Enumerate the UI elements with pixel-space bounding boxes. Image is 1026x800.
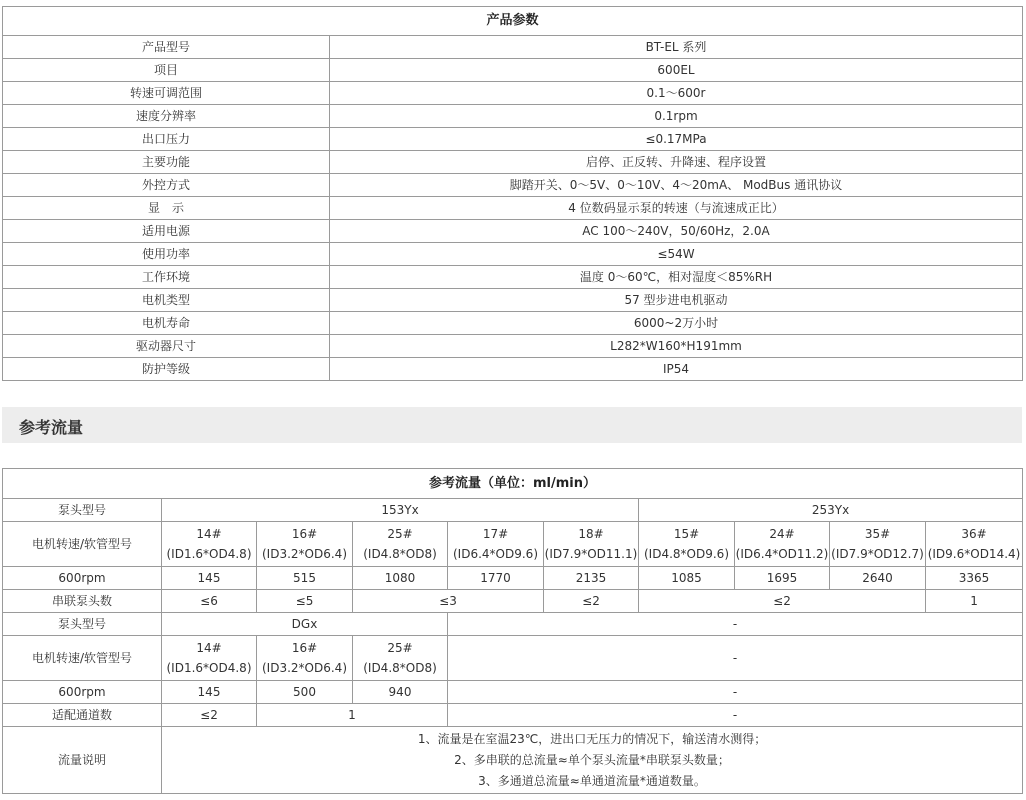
section-heading-bar <box>2 407 1022 443</box>
param-label: 转速可调范围 <box>3 82 330 105</box>
param-row <box>3 312 1023 335</box>
tube-spec: (ID9.6*OD14.4) <box>927 547 1021 561</box>
serial-heads-row <box>3 590 1023 613</box>
pump-model-row-dgx <box>3 613 1023 636</box>
param-value: 脚踏开关、0～5V、0～10V、4～20mA、 ModBus 通讯协议 <box>330 174 1023 197</box>
param-value: 4 位数码显示泵的转速（与流速成正比） <box>330 197 1023 220</box>
param-label: 适用电源 <box>3 220 330 243</box>
tube-spec: (ID3.2*OD6.4) <box>262 547 347 561</box>
tube-number: 36# <box>961 527 987 541</box>
tube-cell <box>353 522 448 567</box>
param-label: 防护等级 <box>3 358 330 381</box>
tube-cell <box>162 636 257 681</box>
param-row <box>3 358 1023 381</box>
flow-value: 145 <box>162 567 257 590</box>
tube-spec: (ID3.2*OD6.4) <box>262 661 347 675</box>
tube-spec: (ID1.6*OD4.8) <box>166 547 252 561</box>
param-row <box>3 266 1023 289</box>
notes-row <box>3 727 1023 794</box>
param-value: 启停、正反转、升降速、程序设置 <box>330 151 1023 174</box>
param-label: 产品型号 <box>3 36 330 59</box>
tube-spec: (ID7.9*OD12.7) <box>831 547 924 561</box>
empty-dash: - <box>448 681 1023 704</box>
notes-cell <box>162 727 1023 794</box>
tube-cell <box>735 522 830 567</box>
serial-heads-label: 串联泵头数 <box>3 590 162 613</box>
flow-title: 参考流量（单位：ml/min） <box>3 469 1023 499</box>
channels-row <box>3 704 1023 727</box>
note-line: 2、多串联的总流量≈单个泵头流量*串联泵头数量； <box>454 752 730 767</box>
flow-value: 1770 <box>448 567 544 590</box>
param-label: 主要功能 <box>3 151 330 174</box>
tube-spec: (ID4.8*OD9.6) <box>644 547 729 561</box>
param-row <box>3 105 1023 128</box>
flow-values-row-dgx <box>3 681 1023 704</box>
pump-group-253yx: 253Yx <box>639 499 1023 522</box>
flow-value: 500 <box>257 681 353 704</box>
tube-cell <box>257 636 353 681</box>
serial-value: ≤5 <box>257 590 353 613</box>
flow-value: 1085 <box>639 567 735 590</box>
rpm-label: 600rpm <box>3 681 162 704</box>
param-value: AC 100～240V，50/60Hz，2.0A <box>330 220 1023 243</box>
tube-model-row <box>3 522 1023 567</box>
param-row <box>3 59 1023 82</box>
tube-cell <box>162 522 257 567</box>
tube-spec: (ID7.9*OD11.1) <box>544 547 638 561</box>
tube-spec: (ID1.6*OD4.8) <box>166 661 252 675</box>
pump-model-label: 泵头型号 <box>3 613 162 636</box>
section-heading: 参考流量 <box>19 418 84 437</box>
tube-number: 14# <box>196 527 222 541</box>
tube-number: 35# <box>864 527 891 541</box>
param-row <box>3 243 1023 266</box>
pump-model-label: 泵头型号 <box>3 499 162 522</box>
tube-spec: (ID6.4*OD11.2) <box>735 547 829 561</box>
param-value: ≤54W <box>330 243 1023 266</box>
tube-spec: (ID6.4*OD9.6) <box>453 547 538 561</box>
empty-dash: - <box>448 704 1023 727</box>
rpm-label: 600rpm <box>3 567 162 590</box>
param-value: L282*W160*H191mm <box>330 335 1023 358</box>
serial-value: ≤3 <box>353 590 544 613</box>
param-value: 600EL <box>330 59 1023 82</box>
param-row <box>3 335 1023 358</box>
tube-cell <box>639 522 735 567</box>
param-row <box>3 128 1023 151</box>
flow-value: 940 <box>353 681 448 704</box>
tube-cell <box>448 522 544 567</box>
speed-tube-label: 电机转速/软管型号 <box>3 636 162 681</box>
param-label: 项目 <box>3 59 330 82</box>
notes-label: 流量说明 <box>3 727 162 794</box>
param-value: 0.1～600r <box>330 82 1023 105</box>
flow-value: 145 <box>162 681 257 704</box>
param-label: 出口压力 <box>3 128 330 151</box>
tube-number: 18# <box>578 527 604 541</box>
param-row <box>3 289 1023 312</box>
flow-value: 515 <box>257 567 353 590</box>
tube-number: 14# <box>196 641 222 655</box>
speed-tube-label: 电机转速/软管型号 <box>3 522 162 567</box>
tube-model-row-dgx <box>3 636 1023 681</box>
tube-cell <box>353 636 448 681</box>
param-row <box>3 220 1023 243</box>
note-line: 1、流量是在室温23℃，进出口无压力的情况下，输送清水测得； <box>417 731 767 746</box>
param-value: ≤0.17MPa <box>330 128 1023 151</box>
tube-spec: (ID4.8*OD8) <box>363 547 437 561</box>
param-value: BT-EL 系列 <box>330 36 1023 59</box>
tube-number: 24# <box>769 527 795 541</box>
param-label: 工作环境 <box>3 266 330 289</box>
serial-value: 1 <box>926 590 1023 613</box>
tube-cell <box>830 522 926 567</box>
tube-cell <box>544 522 639 567</box>
param-row <box>3 174 1023 197</box>
empty-dash: - <box>448 636 1023 681</box>
flow-value: 1080 <box>353 567 448 590</box>
tube-cell <box>926 522 1023 567</box>
param-label: 电机类型 <box>3 289 330 312</box>
serial-value: ≤6 <box>162 590 257 613</box>
param-label: 外控方式 <box>3 174 330 197</box>
channels-label: 适配通道数 <box>3 704 162 727</box>
flow-value: 2640 <box>830 567 926 590</box>
pump-group-153yx: 153Yx <box>162 499 639 522</box>
serial-value: ≤2 <box>544 590 639 613</box>
param-row <box>3 151 1023 174</box>
tube-number: 16# <box>291 641 318 655</box>
param-label: 驱动器尺寸 <box>3 335 330 358</box>
tube-number: 15# <box>673 527 700 541</box>
tube-spec: (ID4.8*OD8) <box>363 661 437 675</box>
param-label: 电机寿命 <box>3 312 330 335</box>
param-value: 6000~2万小时 <box>330 312 1023 335</box>
tube-number: 25# <box>387 641 413 655</box>
pump-group-dgx: DGx <box>162 613 448 636</box>
param-row <box>3 36 1023 59</box>
param-value: 温度 0～60℃，相对湿度＜85%RH <box>330 266 1023 289</box>
param-label: 使用功率 <box>3 243 330 266</box>
flow-value: 1695 <box>735 567 830 590</box>
tube-number: 17# <box>482 527 509 541</box>
channel-value: ≤2 <box>162 704 257 727</box>
serial-value: ≤2 <box>639 590 926 613</box>
tube-number: 16# <box>291 527 318 541</box>
product-params-table <box>2 6 1023 381</box>
channel-value: 1 <box>257 704 448 727</box>
param-label: 速度分辨率 <box>3 105 330 128</box>
tube-cell <box>257 522 353 567</box>
param-row <box>3 82 1023 105</box>
param-row <box>3 197 1023 220</box>
param-value: 57 型步进电机驱动 <box>330 289 1023 312</box>
flow-value: 2135 <box>544 567 639 590</box>
reference-flow-table <box>2 468 1023 794</box>
params-title: 产品参数 <box>3 7 1023 36</box>
pump-model-row <box>3 499 1023 522</box>
note-line: 3、多通道总流量≈单通道流量*通道数量。 <box>478 773 706 788</box>
param-value: IP54 <box>330 358 1023 381</box>
param-value: 0.1rpm <box>330 105 1023 128</box>
tube-number: 25# <box>387 527 413 541</box>
param-label: 显 示 <box>3 197 330 220</box>
flow-value: 3365 <box>926 567 1023 590</box>
flow-values-row <box>3 567 1023 590</box>
empty-dash: - <box>448 613 1023 636</box>
